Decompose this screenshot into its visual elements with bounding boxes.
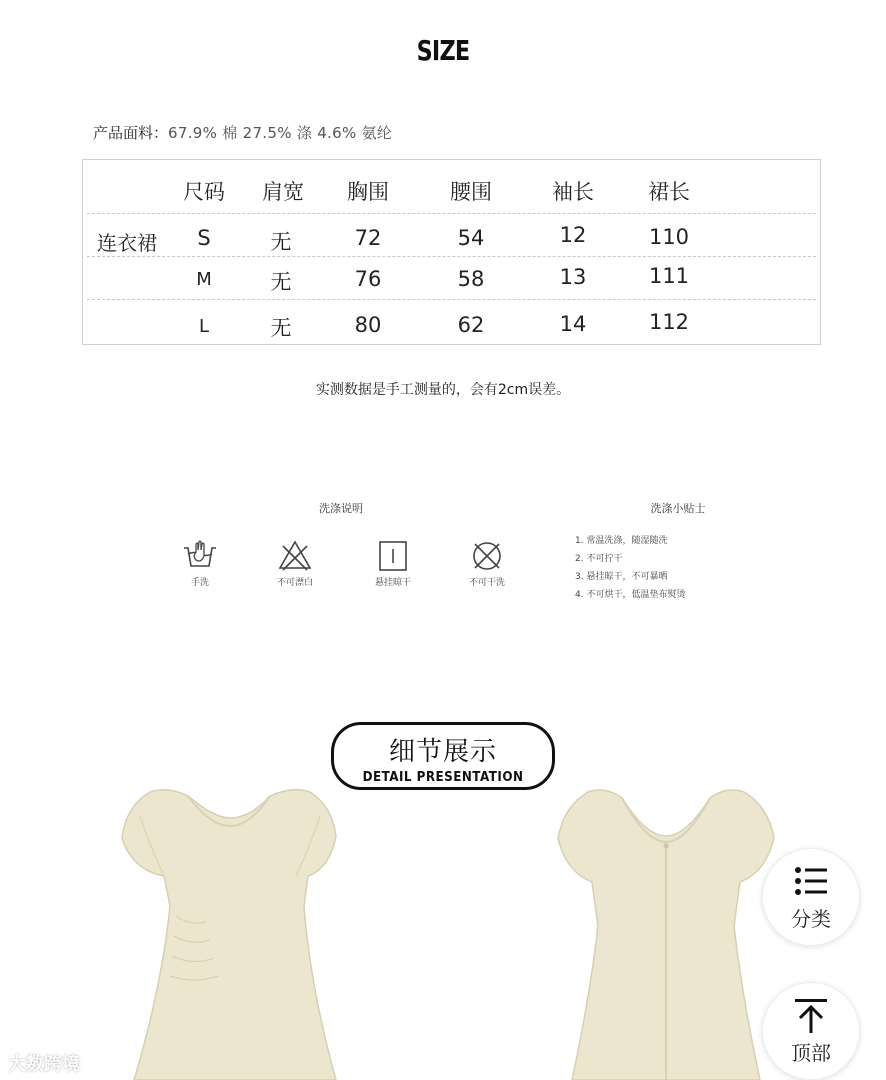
header-shoulder: 肩宽 (262, 180, 304, 204)
table-cell: 13 (559, 265, 587, 289)
table-divider (87, 213, 816, 214)
care-tip: 2. 不可拧干 (575, 554, 623, 564)
table-cell: 54 (457, 226, 485, 250)
watermark: 大数跨境 (8, 1054, 80, 1075)
hand-wash-icon (180, 536, 220, 576)
table-cell: 80 (354, 313, 382, 337)
header-size: 尺码 (183, 180, 225, 204)
table-cell: S (197, 226, 211, 250)
header-sleeve: 袖长 (552, 180, 594, 204)
list-icon (791, 861, 831, 901)
header-length: 裙长 (648, 180, 690, 204)
header-waist: 腰围 (450, 180, 492, 204)
no-dry-clean-icon (467, 536, 507, 576)
table-cell: 12 (559, 223, 587, 247)
fabric-label: 产品面料： (93, 124, 169, 142)
care-tip: 1. 常温洗涤，随湿随洗 (575, 536, 668, 546)
back-to-top-button[interactable] (762, 982, 860, 1080)
table-cell: L (198, 316, 210, 337)
care-tips-title: 洗涤小贴士 (650, 502, 706, 515)
table-divider (87, 299, 816, 300)
table-cell: 62 (457, 313, 485, 337)
table-cell: 112 (648, 310, 690, 334)
care-section (0, 490, 886, 620)
table-cell: 110 (648, 225, 690, 249)
table-cell: 无 (270, 270, 292, 294)
detail-title-en: DETAIL PRESENTATION (362, 770, 524, 785)
arrow-up-icon (791, 995, 831, 1035)
size-title: SIZE (416, 34, 470, 67)
detail-presentation-banner (331, 722, 555, 790)
icon-label: 手洗 (190, 578, 210, 588)
fabric-composition (93, 122, 392, 143)
back-to-top-label: 顶部 (791, 1041, 831, 1065)
care-tips-list (575, 532, 685, 604)
no-bleach-icon (275, 536, 315, 576)
category-button-label: 分类 (791, 907, 831, 931)
hang-dry-icon (373, 536, 413, 576)
icon-label: 悬挂晾干 (374, 578, 412, 588)
table-category: 连衣裙 (97, 231, 157, 255)
header-chest: 胸围 (347, 180, 389, 204)
icon-label: 不可漂白 (276, 578, 314, 588)
care-tip: 3. 悬挂晾干，不可暴晒 (575, 572, 668, 582)
table-divider (87, 256, 816, 257)
category-button[interactable] (762, 848, 860, 946)
fabric-value: 67.9% 棉 27.5% 涤 4.6% 氨纶 (168, 124, 393, 142)
dress-front-image (110, 786, 350, 1080)
care-tip: 4. 不可烘干，低温垫布熨烫 (575, 590, 686, 600)
table-cell: 111 (648, 264, 690, 288)
table-cell: 76 (354, 267, 382, 291)
table-cell: 58 (457, 267, 485, 291)
detail-title-cn: 细节展示 (388, 737, 497, 767)
table-cell: M (196, 269, 212, 290)
table-cell: 无 (270, 230, 292, 254)
icon-label: 不可干洗 (468, 578, 506, 588)
care-instructions-title: 洗涤说明 (319, 502, 363, 515)
measurement-note: 实测数据是手工测量的，会有2cm误差。 (315, 382, 571, 398)
table-cell: 无 (270, 316, 292, 340)
table-cell: 14 (559, 312, 587, 336)
dress-back-image (546, 786, 786, 1080)
size-table (82, 159, 821, 345)
table-cell: 72 (354, 226, 382, 250)
